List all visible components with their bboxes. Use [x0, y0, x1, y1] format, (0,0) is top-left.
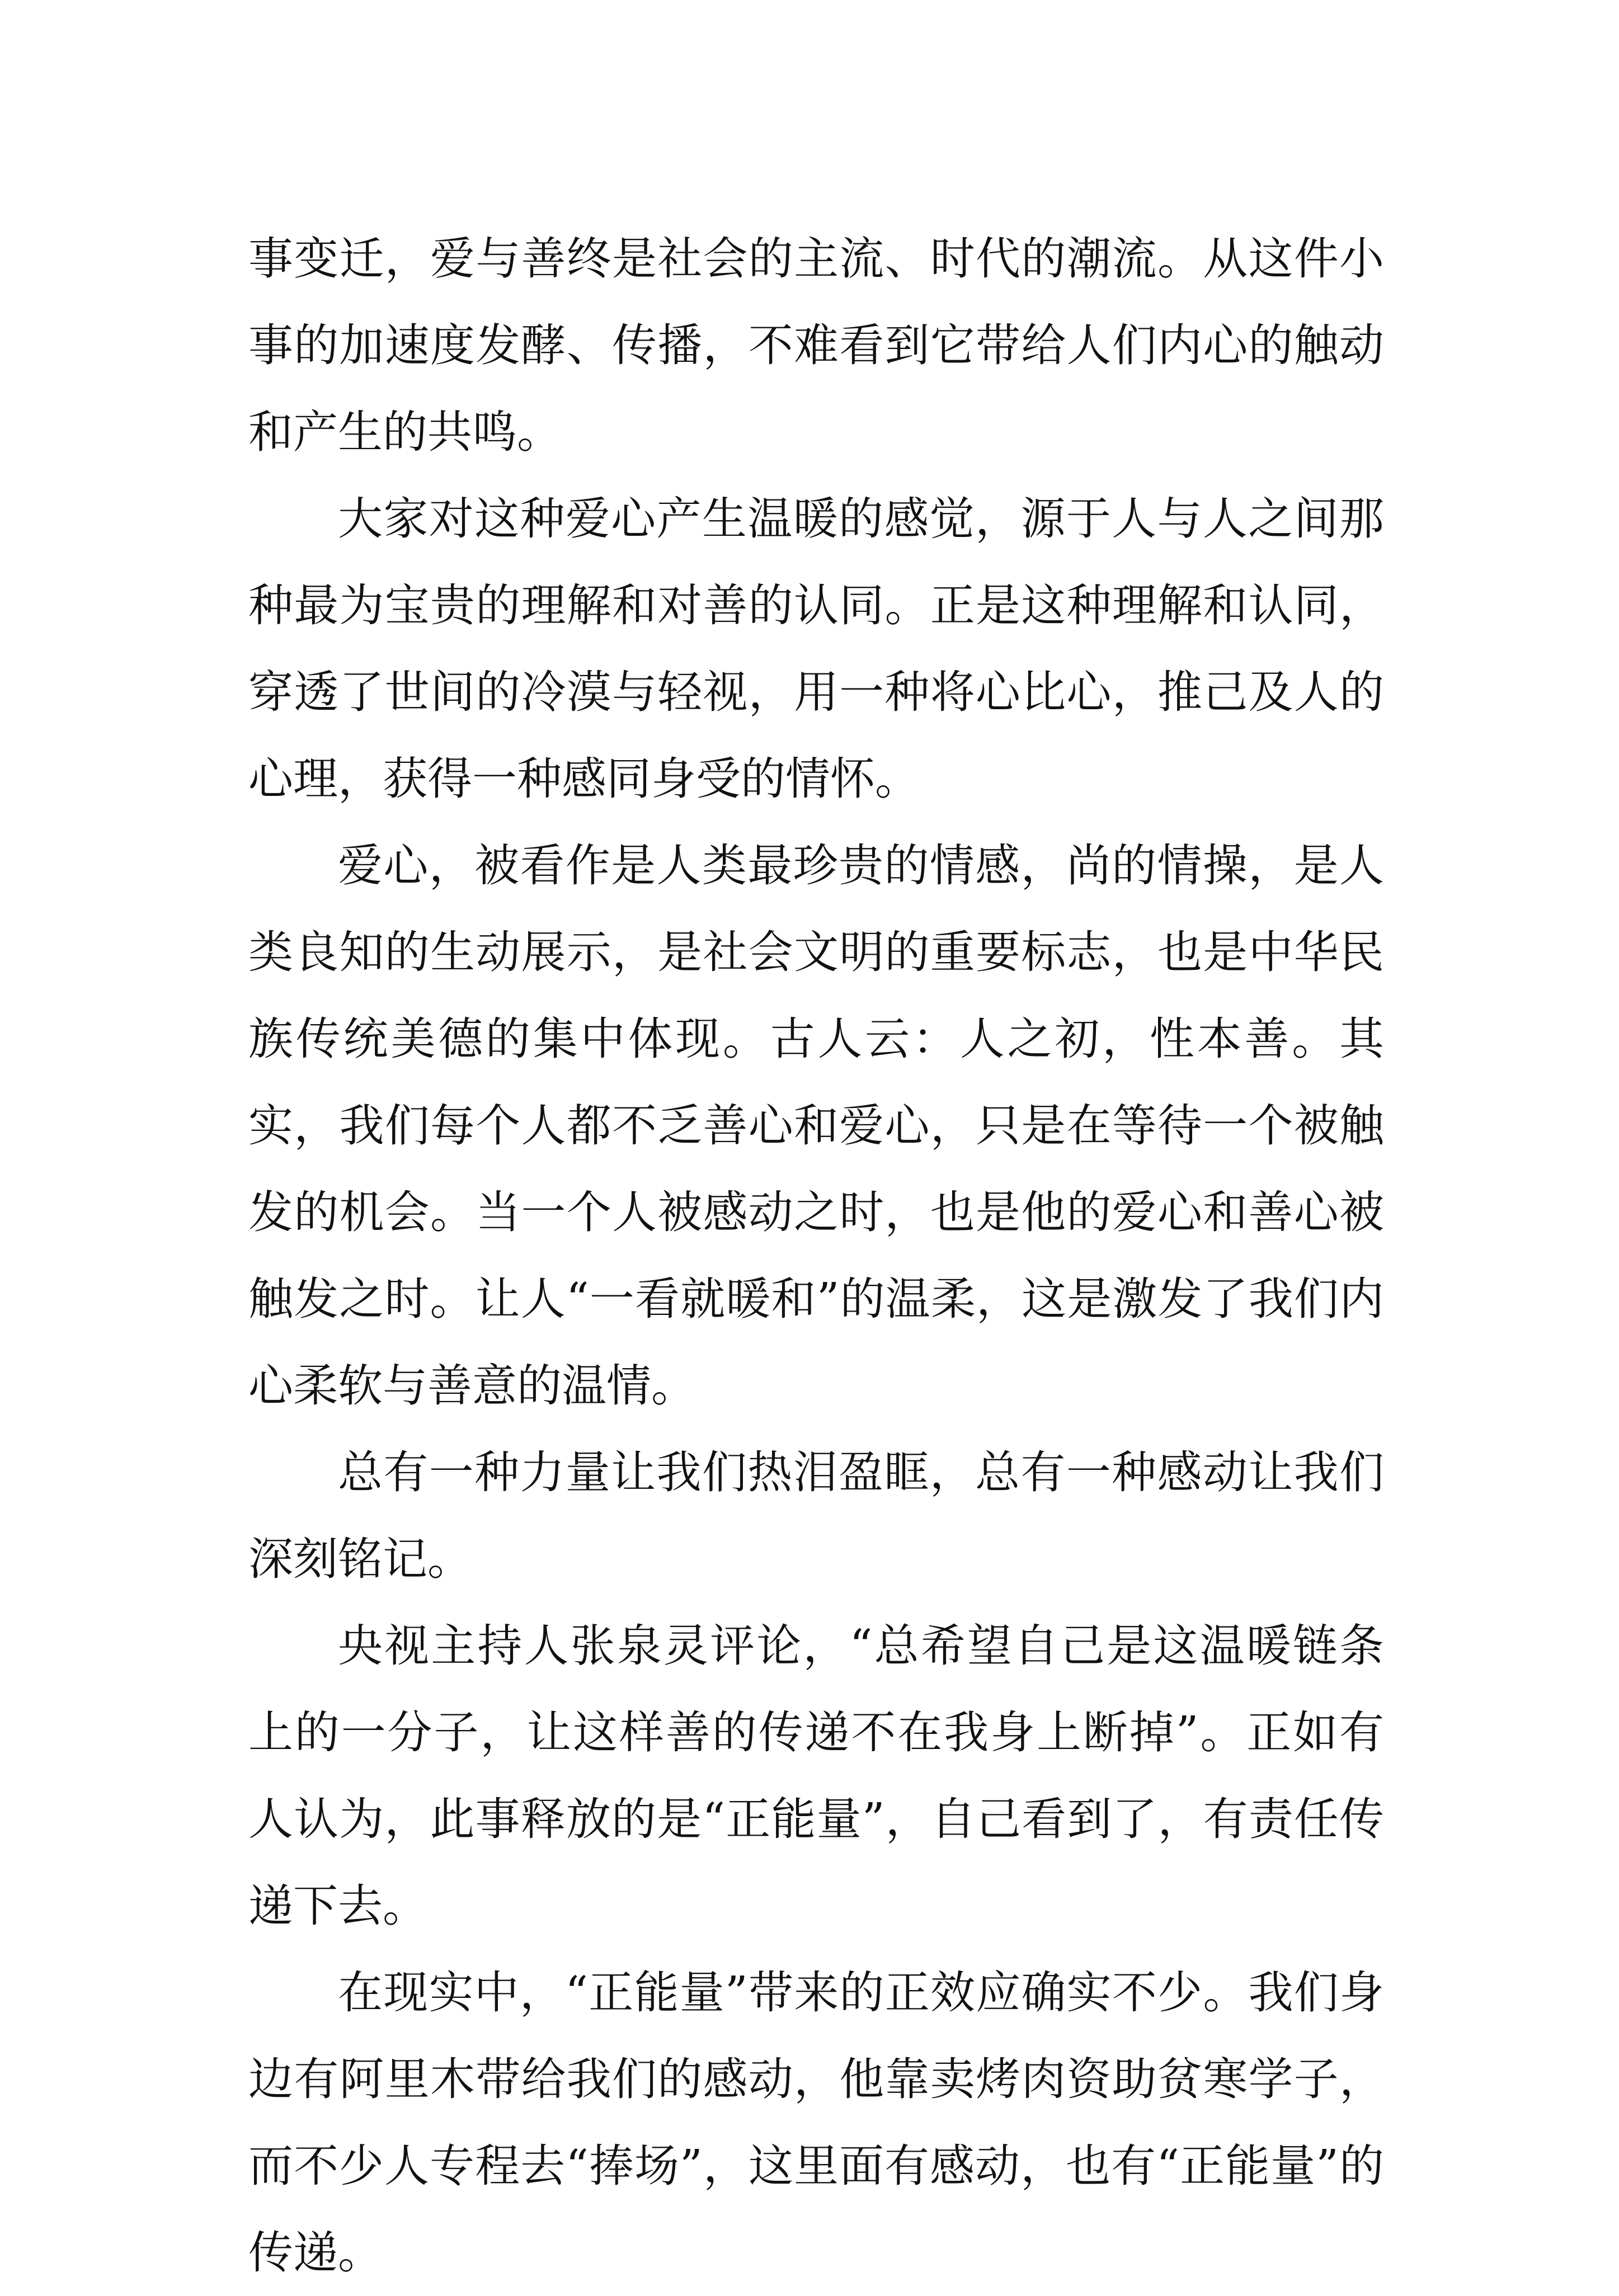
paragraph-5: 央视主持人张泉灵评论，“总希望自己是这温暖链条上的一分子，让这样善的传递不在我身上断掉”。正如有人认为，此事释放的是“正能量”，自己看到了，有责任传递下去。 [248, 1620, 1384, 1932]
paragraph-2: 大家对这种爱心产生温暖的感觉，源于人与人之间那种最为宝贵的理解和对善的认同。正是这种理解和认同，穿透了世间的冷漠与轻视，用一种将心比心，推己及人的心理，获得一种感同身受的情怀。 [248, 493, 1384, 805]
paragraph-6: 在现实中，“正能量”带来的正效应确实不少。我们身边有阿里木带给我们的感动，他靠卖烤肉资助贫寒学子，而不少人专程去“捧场”，这里面有感动，也有“正能量”的传递。 [248, 1967, 1384, 2279]
paragraph-1: 事变迁，爱与善终是社会的主流、时代的潮流。从这件小事的加速度发酵、传播，不难看到它带给人们内心的触动和产生的共鸣。 [248, 233, 1384, 458]
paragraph-4: 总有一种力量让我们热泪盈眶，总有一种感动让我们深刻铭记。 [248, 1446, 1384, 1585]
document-body [248, 215, 1384, 2296]
paragraph-3: 爱心，被看作是人类最珍贵的情感，尚的情操，是人类良知的生动展示，是社会文明的重要标志，也是中华民族传统美德的集中体现。古人云：人之初，性本善。其实，我们每个人都不乏善心和爱心，只是在等待一个被触发的机会。当一个人被感动之时，也是他的爱心和善心被触发之时。让人“一看就暖和”的温柔，这是激发了我们内心柔软与善意的温情。 [248, 840, 1384, 1412]
